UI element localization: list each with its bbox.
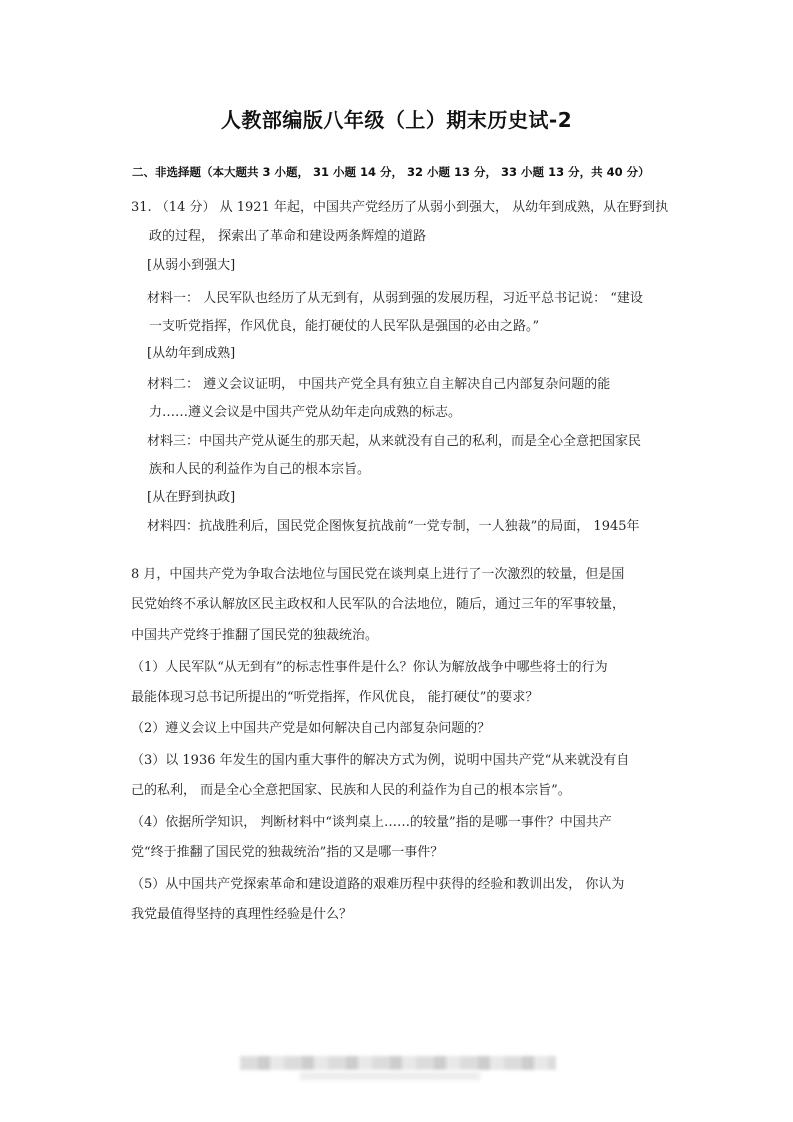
question-31-line-1: 31. （14 分） 从 1921 年起，中国共产党经历了从弱小到强大， 从幼年到成熟，从在野到执 (131, 200, 669, 215)
sub-question-2: （2）遵义会议上中国共产党是如何解决自己内部复杂问题的？ (131, 721, 491, 736)
subheading-weak-to-strong: [从弱小到强大] (147, 258, 236, 273)
sub-question-1-line-1: （1）人民军队“从无到有”的标志性事件是什么？你认为解放战争中哪些将士的行为 (131, 660, 608, 675)
material-3-line-2: 族和人民的利益作为自己的根本宗旨。 (149, 462, 371, 477)
material-2-line-1: 材料二： 遵义会议证明， 中国共产党全具有独立自主解决自己内部复杂问题的能 (147, 377, 611, 392)
material-4-line-4: 中国共产党终于推翻了国民党的独裁统治。 (131, 628, 379, 643)
doc-title: 人教部编版八年级（上）期末历史试-2 (220, 108, 573, 132)
sub-question-5-line-1: （5）从中国共产党探索革命和建设道路的艰难历程中获得的经验和教训出发， 你认为 (131, 877, 625, 892)
material-3-line-1: 材料三：中国共产党从诞生的那天起，从来就没有自己的私利，而是全心全意把国家民 (147, 434, 642, 449)
blurred-footer-line (300, 1072, 480, 1080)
blurred-footer (240, 1056, 556, 1070)
material-1-line-2: 一支听党指挥，作风优良，能打硬仗的人民军队是强国的必由之路。” (149, 319, 540, 334)
material-2-line-2: 力……遵义会议是中国共产党从幼年走向成熟的标志。 (149, 405, 462, 420)
sub-question-5-line-2: 我党最值得坚持的真理性经验是什么？ (131, 907, 353, 922)
material-1-line-1: 材料一： 人民军队也经历了从无到有，从弱到强的发展历程，习近平总书记说： “建设 (147, 291, 643, 306)
sub-question-3-line-2: 己的私利， 而是全心全意把国家、民族和人民的利益作为自己的根本宗旨”。 (131, 783, 571, 798)
subheading-opposition-to-ruling: [从在野到执政] (147, 490, 236, 505)
sub-question-3-line-1: （3）以 1936 年发生的国内重大事件的解决方式为例，说明中国共产党“从来就没有自 (131, 753, 630, 768)
material-4-line-2: 8 月，中国共产党为争取合法地位与国民党在谈判桌上进行了一次激烈的较量，但是国 (131, 567, 625, 582)
subheading-young-to-mature: [从幼年到成熟] (147, 346, 236, 361)
material-4-line-3: 民党始终不承认解放区民主政权和人民军队的合法地位，随后，通过三年的军事较量， (131, 597, 626, 612)
section-header: 二、非选择题（本大题共 3 小题， 31 小题 14 分， 32 小题 13 分， 33 小题 13 分，共 40 分） (132, 165, 650, 179)
sub-question-4-line-1: （4）依据所学知识， 判断材料中“谈判桌上……的较量”指的是哪一事件？中国共产 (131, 815, 612, 830)
material-4-line-1: 材料四：抗战胜利后，国民党企图恢复抗战前“一党专制，一人独裁”的局面， 1945年 (147, 519, 640, 534)
question-31-line-2: 政的过程， 探索出了革命和建设两条辉煌的道路 (149, 229, 427, 244)
sub-question-1-line-2: 最能体现习总书记所提出的“听党指挥，作风优良， 能打硬仗”的要求？ (131, 690, 539, 705)
sub-question-4-line-2: 党“终于推翻了国民党的独裁统治”指的又是哪一事件？ (131, 845, 444, 860)
